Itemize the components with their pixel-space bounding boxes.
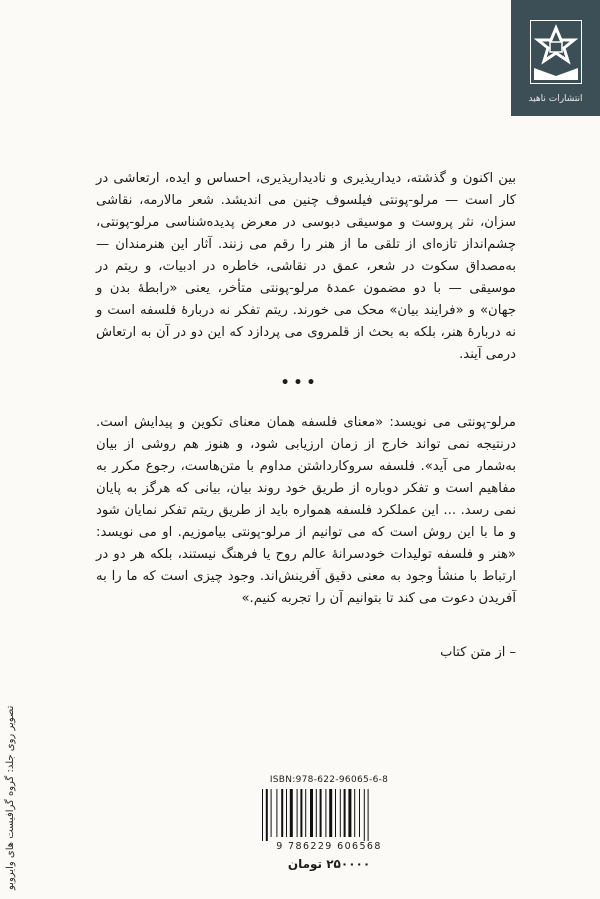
isbn-label: ISBN:978-622-96065-6-8 xyxy=(269,775,389,785)
barcode-bar xyxy=(266,789,268,841)
barcode-bar xyxy=(300,789,302,837)
star-book-logo-icon xyxy=(530,20,582,84)
barcode-bar xyxy=(271,789,272,837)
barcode-bar xyxy=(354,789,355,837)
barcode-bar xyxy=(316,789,317,837)
barcode-bar xyxy=(368,789,369,841)
barcode-bar xyxy=(340,789,341,837)
barcode-bar xyxy=(364,789,365,841)
barcode-bar xyxy=(320,789,322,837)
barcode-bar xyxy=(276,789,277,837)
barcode-bar xyxy=(348,789,351,837)
barcode-bar xyxy=(310,789,313,837)
publisher-name: انتشارات ناهید xyxy=(528,94,583,104)
cover-image-credit: تصویر روی جلد: گروه گرافیست های وایروبو xyxy=(5,705,16,890)
barcode-icon xyxy=(260,789,398,841)
barcode-bar xyxy=(329,789,332,837)
barcode-bar xyxy=(281,789,283,837)
publisher-logo-panel xyxy=(511,0,600,116)
barcode-bar xyxy=(335,789,336,837)
barcode-bar xyxy=(297,789,298,837)
blurb-paragraph-2: مرلو-پونتی می نویسد: «معنای فلسفه همان معنای تکوین و پیدایش است. درنتیجه نمی تواند خارج از زمان ارزیابی شود، و هنوز هم روشی از بیان به‌شمار می آید». فلسفه سروکارداشتن مداوم با متن‌هاست، رجوع مکرر به مفاهیم است و تفکر دوباره از طریق خود روند بیان، بیانی که هرگز به پایان نمی رسد. ... این عملکرد فلسفه همواره باید از طریق ریتم تفکر نمایان شود و ما با این روش است که می توانیم از مرلو-پونتی بیاموزیم. او می نویسد: «هنر و فلسفه تولیدات خودسرانهٔ عالم روح یا فرهنگ نیستند، بلکه هر دو در ارتباط با منشأ وجود به معنی دقیق آفرینش‌اند. وجود چیزی است که ما را به آفریدن دعوت می کند تا بتوانیم آن را تجربه کنیم.» xyxy=(96,415,516,606)
barcode-bar xyxy=(344,789,346,837)
barcode-bar xyxy=(262,789,263,841)
barcode-bar xyxy=(325,789,326,837)
blurb-paragraph-1: بین اکنون و گذشته، دیداریذیری و نادیداریذیری، احساس و ایده، ارتعاشی در کار است — مرلو-پونتی فیلسوف چنین می اندیشد. شعر مالارمه، نقاشی سزان، نثر پروست و موسیقی دبوسی در معرض پدیده‌شناسی مرلو-پونتی، چشم‌انداز تازه‌ای از تلقی ما از هنر را رقم می زنند. آثار این هنرمندان — به‌مصداق سکوت در شعر، عمق در نقاشی، خاطره در ادبیات، و ریتم در موسیقی — با دو مضمون عمدهٔ مرلو-پونتی متأخر، یعنی «رابطهٔ بدن و جهان» و «فرایند بیان» محک می خورند. ریتم تفکر نه دربارهٔ فلسفه است و نه دربارهٔ هنر، بلکه به بحث از قلمروی می پردازد که این دو در آن به ارتعاش درمی آیند. xyxy=(96,171,516,362)
price-label: ۲۵۰۰۰۰ تومان xyxy=(287,857,371,871)
barcode-bar xyxy=(286,789,287,837)
barcode-block xyxy=(256,775,402,879)
section-separator: ••• xyxy=(280,375,320,391)
barcode-number: 9 786229 606568 xyxy=(276,841,382,852)
barcode-bar xyxy=(359,789,360,837)
quote-source: – از متن کتاب xyxy=(440,645,516,660)
barcode-bar xyxy=(305,789,306,837)
barcode-bar xyxy=(290,789,293,837)
